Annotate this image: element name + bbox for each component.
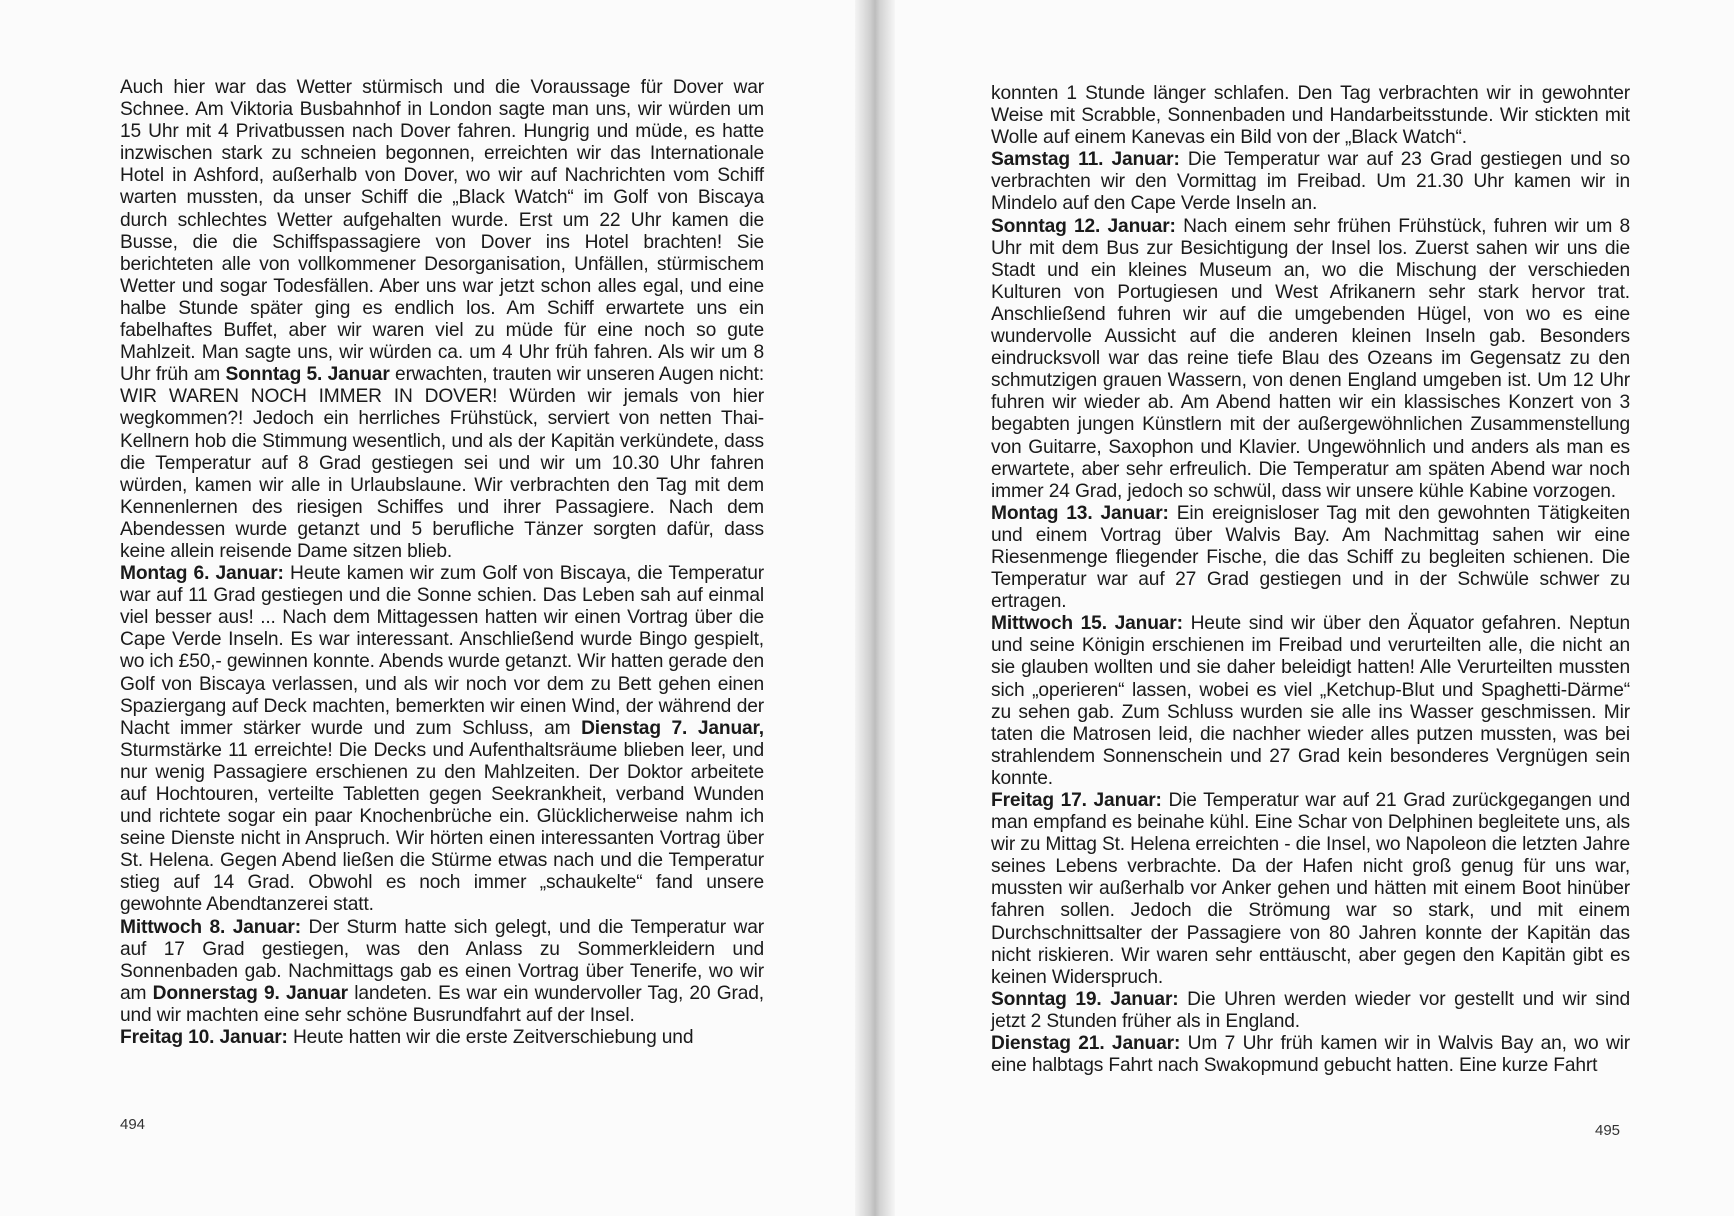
text-run: Um 7 Uhr früh kamen wir in Walvis Bay an, wo wir eine halbtags Fahrt nach Swakopmund gebucht hatten. Eine kurze Fahrt: [991, 1033, 1630, 1077]
text-run: Auch hier war das Wetter stürmisch und die Voraussage für Dover war Schnee. Am Viktoria Busbahnhof in London sagte man uns, wir würden um 15 Uhr mit 4 Privatbussen nach Dover fahren. Hungrig und müde, es hatte inzwischen stark zu schneien begonnen, erreichten wir das Internationale Hotel in Ashford, außerhalb von Dover, wo wir auf Nachrichten vom Schiff warten mussten, da unser Schiff die „Black Watch“ im Golf von Biscaya durch schlechtes Wetter aufgehalten wurde. Erst um 22 Uhr kamen die Busse, die die Schiffspassagiere von Dover ins Hotel brachten! Sie berichteten alle von vollkommener Desorganisation, Unfällen, stürmischem Wetter und sogar Todesfällen. Aber uns war jetzt schon alles egal, und eine halbe Stunde später ging es endlich los. Am Schiff erwartete uns ein fabelhaftes Buffet, aber wir waren viel zu müde für eine noch so gute Mahlzeit. Man sagte uns, wir würden ca. um 4 Uhr früh fahren. Als wir um 8 Uhr früh am: [120, 77, 764, 386]
right-page-text: [991, 83, 1630, 1077]
date-heading: Freitag 17. Januar:: [991, 790, 1162, 811]
left-page: [0, 0, 855, 1216]
date-heading: Mittwoch 15. Januar:: [991, 613, 1183, 635]
paragraph: [991, 83, 1630, 149]
paragraph: [991, 613, 1630, 790]
right-page: [895, 0, 1734, 1216]
date-heading: Montag 6. Januar:: [120, 563, 284, 585]
paragraph: [991, 989, 1630, 1033]
text-run: Die Temperatur war auf 23 Grad gestiegen und so verbrachten wir den Vormittag im Freibad. Um 21.30 Uhr kamen wir in Mindelo auf den Cape Verde Inseln an.: [991, 149, 1630, 215]
date-heading: Dienstag 7. Januar,: [581, 717, 764, 739]
date-heading: Freitag 10. Januar:: [120, 1027, 288, 1049]
date-heading: Sonntag 12. Januar:: [991, 215, 1176, 237]
paragraph: [120, 917, 764, 1027]
text-run: Die Uhren werden wieder vor gestellt und wir sind jetzt 2 Stunden früher als in England.: [991, 988, 1630, 1032]
text-run: konnten 1 Stunde länger schlafen. Den Tag verbrachten wir in gewohnter Weise mit Scrabble, Sonnenbaden und Handarbeitsstunde. Wir stickten mit Wolle auf einem Kanevas ein Bild von der „Black Watch“.: [991, 83, 1630, 149]
paragraph: [991, 149, 1630, 215]
paragraph: [120, 563, 764, 917]
text-run: Die Temperatur war auf 21 Grad zurückgegangen und man empfand es beinahe kühl. Eine Schar von Delphinen begleitete uns, als wir zu Mittag St. Helena erreichten - die Insel, wo Napoleon die letzten Jahre seines Lebens verbrachte. Da der Hafen nicht groß genug für uns war, mussten wir außerhalb vor Anker gehen und hätten mit einem Boot hinüber fahren sollen. Jedoch die Strömung war so stark, und mit einem Durchschnittsalter der Passagiere von 80 Jahren konnte der Kapitän das nicht riskieren. Wir waren sehr enttäuscht, aber gegen den Kapitän gibt es keinen Widerspruch.: [991, 790, 1630, 988]
paragraph: [991, 503, 1630, 613]
text-run: Heute sind wir über den Äquator gefahren. Neptun und seine Königin erschienen im Freibad und verurteilten alle, die nicht an sie glauben wollten und sie daher beleidigt hatten! Alle Verurteilten mussten sich „operieren“ lassen, wobei es viel „Ketchup-Blut und Spaghetti-Därme“ zu sehen gab. Zum Schluss wurden sie alle ins Wasser geschmissen. Mir taten die Matrosen leid, die nachher wieder alles putzen mussten, was bei strahlendem Sonnenschein und 27 Grad kein besonderes Vergnügen sein konnte.: [991, 613, 1631, 789]
paragraph: [991, 1033, 1630, 1077]
text-run: erwachten, trauten wir unseren Augen nicht: WIR WAREN NOCH IMMER IN DOVER! Würden wir jemals von hier wegkommen?! Jedoch ein herrliches Frühstück, serviert von netten Thai-Kellnern hob die Stimmung wesentlich, und als der Kapitän verkündete, dass die Temperatur auf 8 Grad gestiegen sei und wir um 10.30 Uhr fahren würden, kamen wir alle in Urlaubslaune. Wir verbrachten den Tag mit dem Kennenlernen des riesigen Schiffes und ihrer Passagiere. Nach dem Abendessen wurde getanzt und 5 berufliche Tänzer sorgten dafür, dass keine allein reisende Dame sitzen blieb.: [120, 364, 765, 562]
date-heading: Montag 13. Januar:: [991, 502, 1169, 524]
text-run: Heute hatten wir die erste Zeitverschiebung und: [287, 1027, 694, 1049]
date-heading: Dienstag 21. Januar:: [991, 1033, 1181, 1055]
text-run: Der Sturm hatte sich gelegt, und die Temperatur war auf 17 Grad gestiegen, was den Anlass zu Sommerkleidern und Sonnenbaden gab. Nachmittags gab es einen Vortrag über Tenerife, wo wir am: [120, 916, 764, 1004]
date-heading: Donnerstag 9. Januar: [152, 982, 348, 1004]
paragraph: [991, 790, 1630, 989]
date-heading: Sonntag 19. Januar:: [991, 988, 1179, 1010]
left-page-text: [120, 77, 764, 1049]
text-run: Ein ereignisloser Tag mit den gewohnten Tätigkeiten und einem Vortrag über Walvis Bay. Am Nachmittag sahen wir eine Riesenmenge fliegender Fische, die das Schiff zu begleiten schienen. Die Temperatur war auf 27 Grad gestiegen und in der Schwüle schwer zu ertragen.: [991, 502, 1630, 613]
date-heading: Samstag 11. Januar:: [991, 149, 1180, 171]
book-gutter: [855, 0, 895, 1216]
text-run: Nach einem sehr frühen Frühstück, fuhren wir um 8 Uhr mit dem Bus zur Besichtigung der Insel los. Zuerst sahen wir uns die Stadt und ein kleines Museum an, wo die Mischung der verschieden Kulturen von Portugiesen und West Afrikanern sehr stark hervor trat. Anschließend fuhren wir auf die umgebenden Hügel, von wo es eine wundervolle Aussicht auf die anderen kleinen Inseln gab. Besonders eindrucksvoll war das reine tiefe Blau des Ozeans im Gegensatz zu den schmutzigen grauen Wassern, von denen England umgeben ist. Um 12 Uhr fuhren wir wieder ab. Am Abend hatten wir ein klassisches Konzert von 3 begabten jungen Künstlern mit der außergewöhnlichen Zusammenstellung von Guitarre, Saxophon und Klavier. Ungewöhnlich und anders als man es erwartete, aber sehr erfreulich. Die Temperatur am späten Abend war noch immer 24 Grad, jedoch so schwül, dass wir unsere kühle Kabine vorzogen.: [991, 215, 1630, 502]
left-page-number: 494: [120, 1116, 146, 1133]
date-heading: Mittwoch 8. Januar:: [120, 916, 301, 938]
text-run: landeten. Es war ein wundervoller Tag, 20 Grad, und wir machten eine sehr schöne Busrundfahrt auf der Insel.: [120, 982, 764, 1026]
text-run: Sturmstärke 11 erreichte! Die Decks und Aufenthaltsräume blieben leer, und nur wenig Passagiere erschienen zu den Mahlzeiten. Der Doktor arbeitete auf Hochtouren, verteilte Tabletten gegen Seekrankheit, verband Wunden und richtete sogar ein paar Knochenbrüche ein. Glücklicherweise nahm ich seine Dienste nicht in Anspruch. Wir hörten einen interessanten Vortrag über St. Helena. Gegen Abend ließen die Stürme etwas nach und die Temperatur stieg auf 14 Grad. Obwohl es noch immer „schaukelte“ fand unsere gewohnte Abendtanzerei statt.: [120, 739, 764, 916]
right-page-number: 495: [1595, 1122, 1621, 1139]
text-run: Heute kamen wir zum Golf von Biscaya, die Temperatur war auf 11 Grad gestiegen und die Sonne schien. Das Leben sah auf einmal viel besser aus! ... Nach dem Mittagessen hatten wir einen Vortrag über die Cape Verde Inseln. Es war interessant. Anschließend wurde Bingo gespielt, wo ich £50,- gewinnen konnte. Abends wurde getanzt. Wir hatten gerade den Golf von Biscaya verlassen, und als wir noch vor dem zu Bett gehen einen Spaziergang auf Deck machten, bemerkten wir einen Wind, der während der Nacht immer stärker wurde und zum Schluss, am: [120, 563, 764, 739]
paragraph: [120, 77, 764, 563]
paragraph: [120, 1027, 764, 1049]
paragraph: [991, 216, 1630, 503]
date-heading: Sonntag 5. Januar: [225, 364, 390, 386]
